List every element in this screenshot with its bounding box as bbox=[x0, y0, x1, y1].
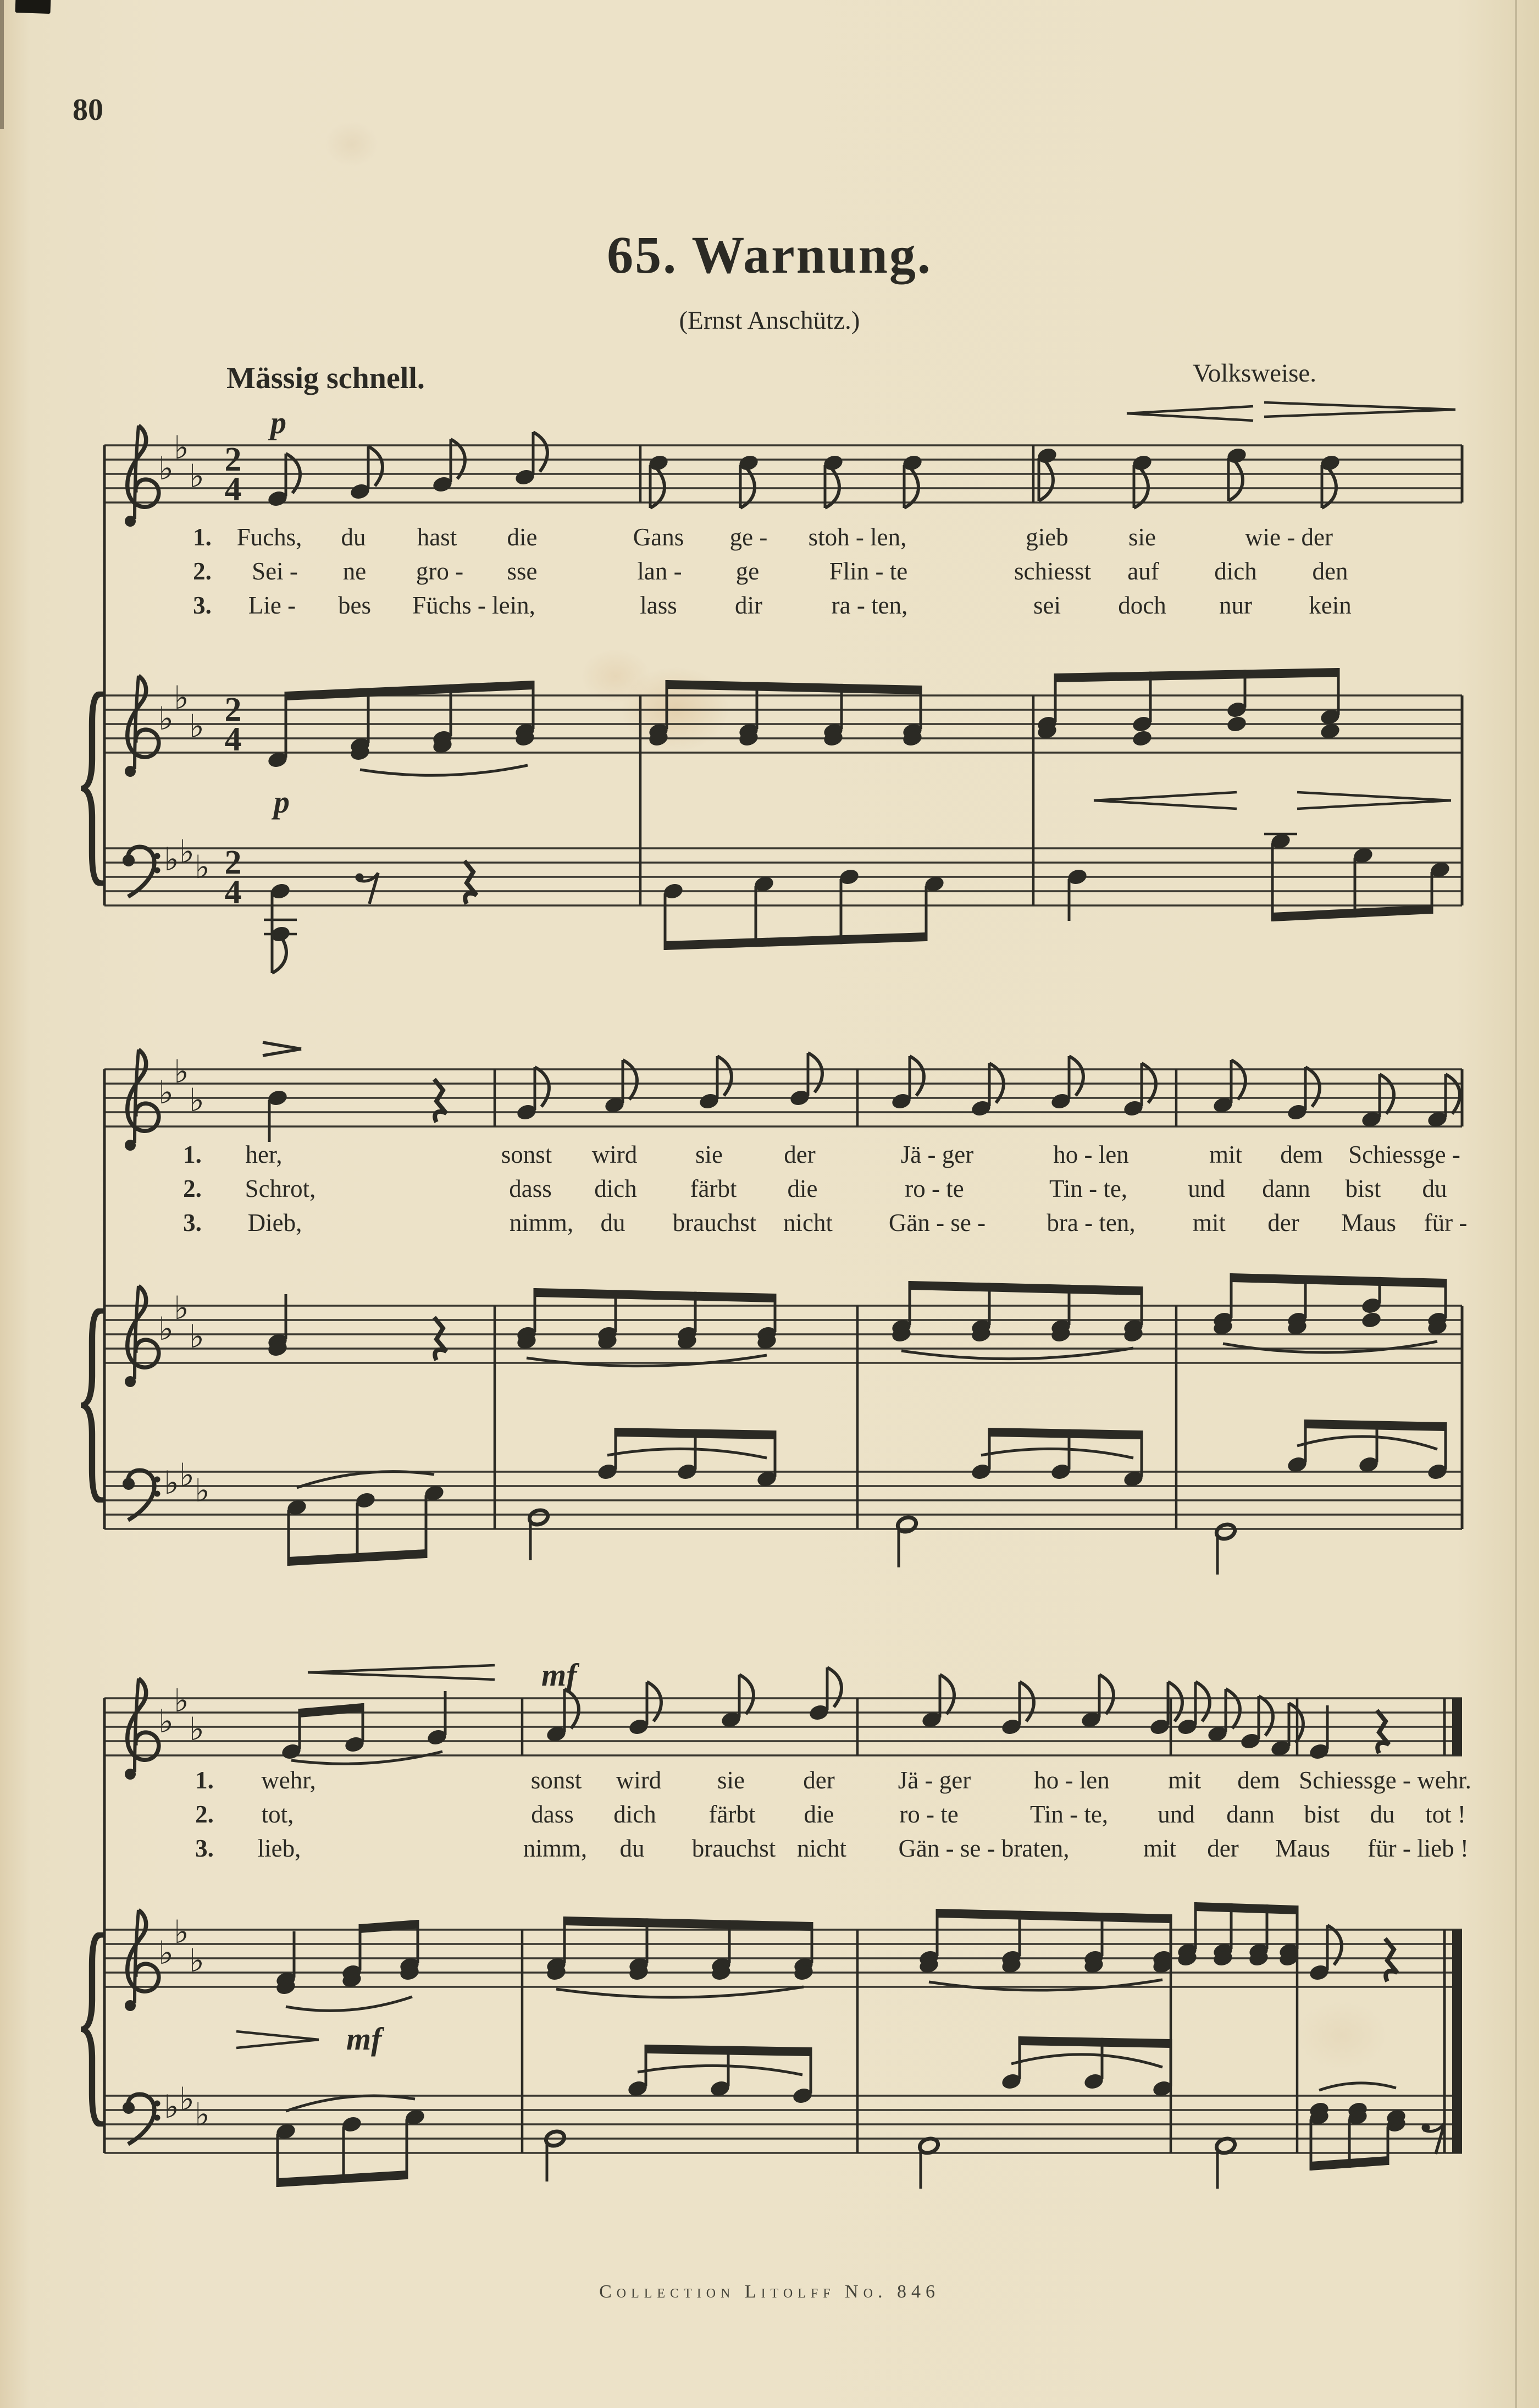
lyric-syllable: her, bbox=[245, 1141, 283, 1168]
scan-corner-mark bbox=[15, 0, 51, 14]
lyric-syllable: den bbox=[1312, 557, 1348, 585]
lyric-syllable: kein bbox=[1309, 592, 1352, 619]
lyric-syllable: lan - bbox=[637, 557, 682, 585]
lyric-syllable: brauchst bbox=[691, 1835, 776, 1862]
notation-text: ♭ bbox=[158, 450, 174, 487]
notation-text: ♭ bbox=[158, 700, 174, 737]
lyric-syllable: ro - te bbox=[905, 1175, 964, 1202]
lyric-syllable: Schiessge - bbox=[1348, 1141, 1460, 1168]
verse-number: 1. bbox=[193, 523, 212, 551]
page-number: 80 bbox=[73, 93, 103, 127]
notation-text: ♭ bbox=[179, 833, 195, 870]
lyric-syllable: und bbox=[1158, 1801, 1195, 1828]
lyric-syllable: Tin - te, bbox=[1049, 1175, 1128, 1202]
lyric-syllable: hast bbox=[417, 523, 457, 551]
lyric-syllable: dass bbox=[531, 1801, 574, 1828]
lyric-syllable: lieb, bbox=[257, 1835, 301, 1862]
lyric-syllable: du bbox=[341, 523, 366, 551]
lyric-syllable: Fuchs, bbox=[236, 523, 302, 551]
treble-clef-icon bbox=[125, 676, 159, 777]
lyric-syllable: dich bbox=[594, 1175, 637, 1202]
lyric-syllable: stoh - len, bbox=[808, 523, 907, 551]
lyric-syllable: sie bbox=[717, 1766, 745, 1794]
source-attribution: Volksweise. bbox=[1193, 359, 1316, 388]
piano-brace: { bbox=[74, 1886, 111, 2146]
notation-text: ♭ bbox=[158, 1310, 174, 1347]
notation-text: ♭ bbox=[195, 2096, 210, 2133]
notation-text: ♭ bbox=[179, 1456, 195, 1494]
lyric-syllable: Füchs - lein, bbox=[412, 592, 535, 619]
notation-text: ♭ bbox=[174, 1682, 189, 1719]
lyric-syllable: Sei - bbox=[252, 557, 298, 585]
lyric-syllable: mit bbox=[1209, 1141, 1243, 1168]
lyric-syllable: auf bbox=[1127, 557, 1159, 585]
lyric-syllable: die bbox=[787, 1175, 818, 1202]
lyric-syllable: der bbox=[1207, 1835, 1239, 1862]
lyric-syllable: brauchst bbox=[672, 1209, 757, 1236]
lyric-syllable: nimm, bbox=[523, 1835, 588, 1862]
notation-text: ♭ bbox=[174, 1053, 189, 1090]
lyric-syllable: lass bbox=[640, 592, 677, 619]
lyric-syllable: dich bbox=[1214, 557, 1257, 585]
lyric-syllable: der bbox=[1267, 1209, 1299, 1236]
treble-clef-icon bbox=[125, 1678, 159, 1780]
lyric-syllable: sei bbox=[1033, 592, 1061, 619]
lyric-syllable: doch bbox=[1118, 592, 1166, 619]
lyric-syllable: Jä - ger bbox=[898, 1766, 971, 1794]
lyric-syllable: sie bbox=[695, 1141, 723, 1168]
notation-text: ♭ bbox=[189, 1710, 204, 1748]
notation-text: ♭ bbox=[158, 1934, 174, 1971]
lyric-syllable: sse bbox=[507, 557, 538, 585]
lyric-syllable: Jä - ger bbox=[900, 1141, 974, 1168]
lyric-syllable: für - bbox=[1424, 1209, 1468, 1236]
lyric-syllable: ge - bbox=[729, 523, 768, 551]
notation-text: ♭ bbox=[158, 1074, 174, 1111]
treble-clef-icon bbox=[125, 1286, 159, 1387]
lyric-syllable: Maus bbox=[1341, 1209, 1396, 1236]
lyric-syllable: bist bbox=[1304, 1801, 1340, 1828]
notation-text: ♭ bbox=[174, 1289, 189, 1327]
lyric-syllable: färbt bbox=[708, 1801, 756, 1828]
dynamic-p: p bbox=[274, 784, 290, 820]
lyric-syllable: Schrot, bbox=[245, 1175, 316, 1202]
piece-title: 65. Warnung. bbox=[607, 225, 932, 284]
verse-number: 3. bbox=[193, 592, 212, 619]
lyric-syllable: bra - ten, bbox=[1047, 1209, 1136, 1236]
lyric-syllable: die bbox=[804, 1801, 834, 1828]
notation-text: ♭ bbox=[174, 429, 189, 466]
notation-text: ♭ bbox=[189, 457, 204, 495]
notation-text: 2 bbox=[224, 441, 242, 478]
bass-clef-icon bbox=[123, 2094, 160, 2144]
notation-text: 2 bbox=[224, 691, 242, 728]
scan-edge-mark bbox=[0, 0, 4, 129]
treble-clef-icon bbox=[125, 426, 159, 527]
lyric-syllable: mit bbox=[1192, 1209, 1226, 1236]
lyric-syllable: sie bbox=[1128, 523, 1156, 551]
notation-text: ♭ bbox=[164, 841, 179, 878]
notation-text: ♭ bbox=[174, 679, 189, 716]
notation-text: ♭ bbox=[179, 2080, 195, 2118]
notation-text: ♭ bbox=[174, 1913, 189, 1951]
lyric-syllable: für - lieb ! bbox=[1368, 1835, 1469, 1862]
verse-number: 1. bbox=[183, 1141, 202, 1168]
notation-text: ♭ bbox=[158, 1703, 174, 1740]
lyric-syllable: der bbox=[803, 1766, 835, 1794]
dynamic-p: p bbox=[270, 405, 286, 440]
treble-clef-icon bbox=[125, 1050, 159, 1151]
verse-number: 1. bbox=[195, 1766, 214, 1794]
notation-text: 4 bbox=[224, 471, 242, 508]
lyric-syllable: mit bbox=[1167, 1766, 1202, 1794]
lyric-syllable: tot ! bbox=[1425, 1801, 1466, 1828]
lyric-syllable: gieb bbox=[1026, 523, 1069, 551]
notation-text: ♭ bbox=[195, 1472, 210, 1509]
publisher-footer: Collection Litolff No. 846 bbox=[599, 2282, 940, 2302]
lyric-syllable: und bbox=[1188, 1175, 1225, 1202]
bass-clef-icon bbox=[123, 847, 160, 897]
lyric-syllable: dann bbox=[1262, 1175, 1310, 1202]
notation-text: 4 bbox=[224, 874, 242, 911]
lyric-syllable: Schiessge - wehr. bbox=[1299, 1766, 1471, 1794]
notation-text: ♭ bbox=[195, 848, 210, 886]
dynamic-mf: mf bbox=[346, 2021, 382, 2057]
piano-brace: { bbox=[74, 645, 111, 905]
lyric-syllable: wird bbox=[591, 1141, 638, 1168]
lyric-syllable: die bbox=[507, 523, 538, 551]
notation-text: ♭ bbox=[189, 708, 204, 745]
lyric-syllable: Tin - te, bbox=[1029, 1801, 1109, 1828]
lyric-syllable: Gans bbox=[633, 523, 684, 551]
notation-text: ♭ bbox=[189, 1318, 204, 1355]
composer-credit: (Ernst Anschütz.) bbox=[679, 306, 860, 335]
lyric-syllable: dich bbox=[613, 1801, 656, 1828]
lyric-syllable: Gän - se - braten, bbox=[898, 1835, 1070, 1862]
lyric-syllable: nicht bbox=[783, 1209, 833, 1236]
lyric-syllable: nimm, bbox=[509, 1209, 574, 1236]
lyric-syllable: nicht bbox=[797, 1835, 846, 1862]
lyric-syllable: du bbox=[619, 1835, 645, 1862]
lyric-syllable: ra - ten, bbox=[831, 592, 908, 619]
notation-text: 2 bbox=[224, 844, 242, 881]
lyric-syllable: der bbox=[784, 1141, 816, 1168]
lyric-syllable: dem bbox=[1237, 1766, 1280, 1794]
lyric-syllable: wie - der bbox=[1245, 523, 1333, 551]
lyric-syllable: Flin - te bbox=[829, 557, 908, 585]
dynamic-mf: mf bbox=[541, 1657, 577, 1693]
lyric-syllable: du bbox=[600, 1209, 625, 1236]
lyric-syllable: tot, bbox=[261, 1801, 294, 1828]
notation-text: ♭ bbox=[189, 1942, 204, 1979]
lyric-syllable: sonst bbox=[501, 1141, 552, 1168]
lyric-syllable: mit bbox=[1143, 1835, 1177, 1862]
lyric-syllable: ge bbox=[735, 557, 760, 585]
lyric-syllable: ho - len bbox=[1034, 1766, 1110, 1794]
lyric-syllable: du bbox=[1422, 1175, 1447, 1202]
lyric-syllable: ro - te bbox=[899, 1801, 959, 1828]
lyric-syllable: dem bbox=[1280, 1141, 1323, 1168]
lyric-syllable: bes bbox=[338, 592, 371, 619]
notation-text: 4 bbox=[224, 721, 242, 758]
lyric-syllable: wehr, bbox=[261, 1766, 316, 1794]
lyric-syllable: schiesst bbox=[1014, 557, 1091, 585]
notation-text: ♭ bbox=[189, 1081, 204, 1119]
verse-number: 3. bbox=[183, 1209, 202, 1236]
verse-number: 3. bbox=[195, 1835, 214, 1862]
lyric-syllable: ho - len bbox=[1053, 1141, 1129, 1168]
bass-clef-icon bbox=[123, 1470, 160, 1520]
lyric-syllable: Lie - bbox=[248, 592, 296, 619]
lyric-syllable: dann bbox=[1226, 1801, 1275, 1828]
lyric-syllable: Dieb, bbox=[247, 1209, 302, 1236]
lyric-syllable: dir bbox=[735, 592, 762, 619]
lyric-syllable: nur bbox=[1219, 592, 1252, 619]
lyric-syllable: sonst bbox=[530, 1766, 582, 1794]
lyric-syllable: dass bbox=[509, 1175, 552, 1202]
notation-text: ♭ bbox=[164, 2088, 179, 2125]
verse-number: 2. bbox=[193, 557, 212, 585]
lyric-syllable: Gän - se - bbox=[888, 1209, 986, 1236]
lyric-syllable: gro - bbox=[416, 557, 464, 585]
lyric-syllable: du bbox=[1370, 1801, 1395, 1828]
tempo-marking: Mässig schnell. bbox=[226, 361, 425, 395]
notation-text: ♭ bbox=[164, 1464, 179, 1501]
lyric-syllable: färbt bbox=[690, 1175, 737, 1202]
lyric-syllable: ne bbox=[342, 557, 367, 585]
lyric-syllable: wird bbox=[616, 1766, 662, 1794]
verse-number: 2. bbox=[195, 1801, 214, 1828]
treble-clef-icon bbox=[125, 1910, 159, 2011]
lyric-syllable: Maus bbox=[1275, 1835, 1330, 1862]
verse-number: 2. bbox=[183, 1175, 202, 1202]
piano-brace: { bbox=[74, 1262, 111, 1522]
lyric-syllable: bist bbox=[1345, 1175, 1381, 1202]
